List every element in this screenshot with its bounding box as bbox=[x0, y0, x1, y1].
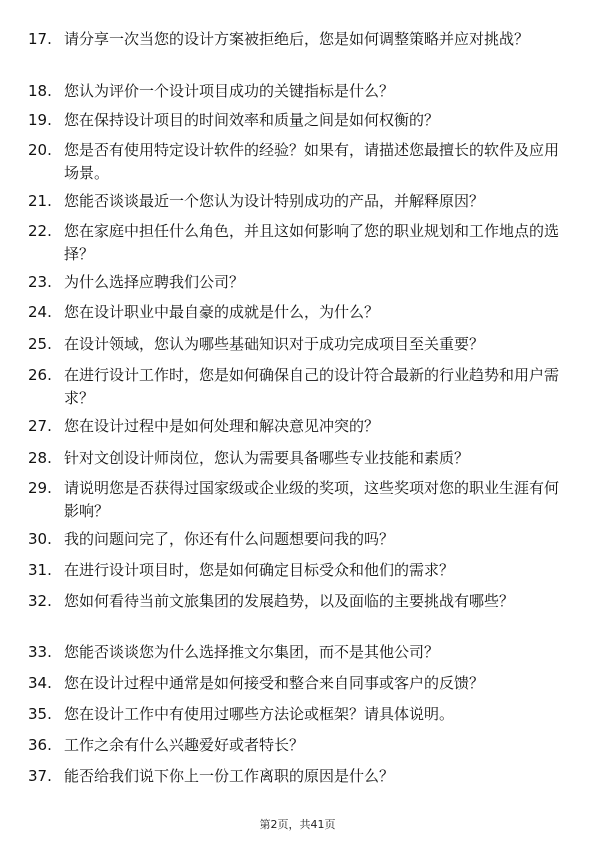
question-text: 您在家庭中担任什么角色，并且这如何影响了您的职业规划和工作地点的选择？ bbox=[64, 222, 560, 263]
question-number: 32. bbox=[28, 592, 52, 610]
question-text: 请说明您是否获得过国家级或企业级的奖项，这些奖项对您的职业生涯有何影响？ bbox=[64, 479, 560, 520]
question-number: 20. bbox=[28, 141, 52, 159]
question-number: 19. bbox=[28, 111, 52, 129]
question-text: 为什么选择应聘我们公司？ bbox=[64, 273, 245, 291]
question-number: 34. bbox=[28, 674, 52, 692]
question-text: 您能否谈谈最近一个您认为设计特别成功的产品，并解释原因？ bbox=[64, 192, 485, 210]
question-text: 能否给我们说下你上一份工作离职的原因是什么？ bbox=[64, 767, 395, 785]
question-number: 21. bbox=[28, 192, 52, 210]
question-number: 33. bbox=[28, 643, 52, 661]
question-number: 29. bbox=[28, 479, 52, 497]
question-number: 36. bbox=[28, 736, 52, 754]
question-text: 您在保持设计项目的时间效率和质量之间是如何权衡的？ bbox=[64, 111, 440, 129]
question-text: 您认为评价一个设计项目成功的关键指标是什么？ bbox=[64, 82, 395, 100]
question-text: 您是否有使用特定设计软件的经验？如果有，请描述您最擅长的软件及应用场景。 bbox=[64, 141, 560, 182]
question-number: 24. bbox=[28, 303, 52, 321]
question-text: 您在设计过程中是如何处理和解决意见冲突的？ bbox=[64, 417, 380, 435]
question-number: 25. bbox=[28, 335, 52, 353]
page-footer bbox=[0, 816, 595, 832]
question-text: 针对文创设计师岗位，您认为需要具备哪些专业技能和素质？ bbox=[64, 449, 470, 467]
question-text: 工作之余有什么兴趣爱好或者特长？ bbox=[64, 736, 305, 754]
question-text: 您能否谈谈您为什么选择推文尔集团，而不是其他公司？ bbox=[64, 643, 440, 661]
question-number: 37. bbox=[28, 767, 52, 785]
question-number: 23. bbox=[28, 273, 52, 291]
question-number: 22. bbox=[28, 222, 52, 240]
question-text: 在进行设计工作时，您是如何确保自己的设计符合最新的行业趋势和用户需求？ bbox=[64, 366, 560, 407]
question-text: 在进行设计项目时，您是如何确定目标受众和他们的需求？ bbox=[64, 561, 455, 579]
question-text: 您如何看待当前文旅集团的发展趋势，以及面临的主要挑战有哪些？ bbox=[64, 592, 515, 610]
question-text: 您在设计工作中有使用过哪些方法论或框架？请具体说明。 bbox=[64, 705, 455, 723]
question-number: 26. bbox=[28, 366, 52, 384]
question-number: 17. bbox=[28, 30, 52, 48]
question-text: 在设计领域，您认为哪些基础知识对于成功完成项目至关重要？ bbox=[64, 335, 485, 353]
question-text: 我的问题问完了，你还有什么问题想要问我的吗？ bbox=[64, 530, 395, 548]
question-number: 28. bbox=[28, 449, 52, 467]
question-number: 35. bbox=[28, 705, 52, 723]
question-text: 请分享一次当您的设计方案被拒绝后，您是如何调整策略并应对挑战？ bbox=[64, 30, 530, 48]
question-number: 18. bbox=[28, 82, 52, 100]
page-number-label: 第2页，共41页 bbox=[259, 818, 336, 831]
question-number: 31. bbox=[28, 561, 52, 579]
question-text: 您在设计过程中通常是如何接受和整合来自同事或客户的反馈？ bbox=[64, 674, 485, 692]
question-number: 27. bbox=[28, 417, 52, 435]
question-text: 您在设计职业中最自豪的成就是什么，为什么？ bbox=[64, 303, 380, 321]
question-number: 30. bbox=[28, 530, 52, 548]
